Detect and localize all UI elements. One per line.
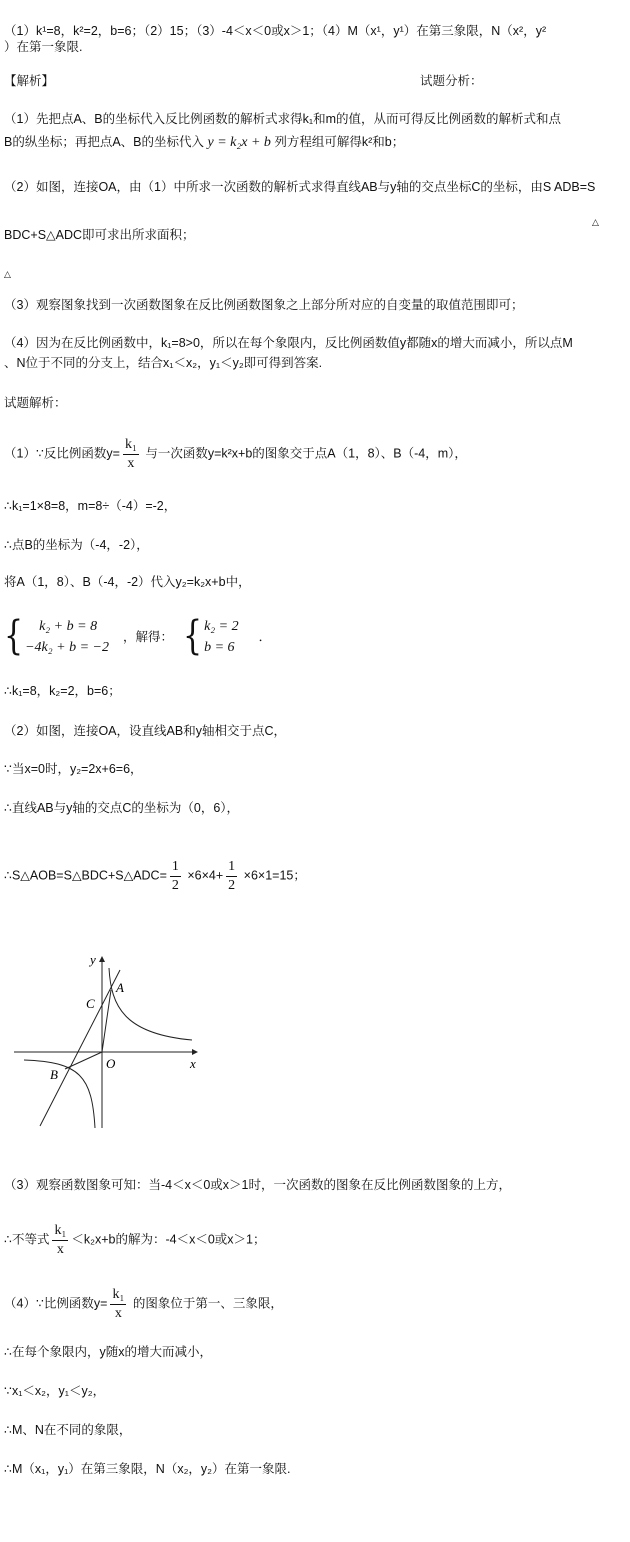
hyperbola-branch-q1 (109, 968, 192, 1040)
segment-ob (65, 1052, 102, 1069)
segment-oa (102, 990, 111, 1052)
analysis-p1-line2 (4, 132, 404, 154)
brace-left-1: { (4, 612, 24, 660)
solution-step-2: ∴k₁=1×8=8，m=8÷（-4）=-2， (4, 499, 177, 513)
p1-formula: y = k₂x + b (207, 135, 271, 150)
system-1 (25, 616, 109, 659)
half-fraction-2 (226, 858, 237, 894)
sys2-row2: b = 6 (204, 640, 235, 656)
s12-frac-num: k₁ (110, 1286, 126, 1305)
solution-heading: 试题解析： (4, 396, 67, 410)
solution-step-1 (4, 436, 467, 472)
label-o: O (106, 1056, 116, 1071)
answer-line-2: ）在第一象限. (4, 40, 83, 54)
label-b: B (50, 1067, 58, 1082)
s12-pre: （4）∵比例函数y= (4, 1296, 108, 1311)
analysis-p2-line2: BDC+S△ADC即可求出所求面积； (4, 228, 195, 242)
s11-frac-den: x (56, 1241, 64, 1257)
s11-frac-num: k₁ (52, 1222, 68, 1241)
triangle-mark-2: △ (4, 269, 11, 279)
function-graph-figure (12, 948, 208, 1134)
sys2-row1: k₂ = 2 (204, 618, 239, 634)
s1-frac-den: x (127, 455, 135, 471)
solution-step-10: （3）观察函数图象可知：当-4＜x＜0或x＞1时，一次函数的图象在反比例函数图象的上方， (4, 1178, 511, 1192)
sys-mid: ，解得： (122, 629, 173, 644)
s12-post: 的图象位于第一、三象限， (129, 1296, 283, 1311)
analysis-heading-right: 试题分析： (420, 74, 483, 88)
s9-pre: ∴S△AOB=S△BDC+S△ADC= (4, 868, 167, 883)
answer-line-1: （1）k¹=8，k²=2，b=6；（2）15；（3）-4＜x＜0或x＞1；（4）M（x¹，y¹）在第三象限，N（x²，y² (4, 24, 547, 38)
s9-mid: ×6×4+ (183, 868, 224, 883)
brace-left-2: { (182, 612, 203, 660)
half-num-2: 1 (226, 858, 237, 877)
line-ab (40, 970, 120, 1126)
analysis-p4-line1: （4）因为在反比例函数中，k₁=8>0，所以在每个象限内，反比例函数值y都随x的增大而减小，所以点M (4, 336, 573, 350)
solution-step-7: ∵当x=0时，y₂=2x+6=6， (4, 762, 143, 776)
solution-step-11 (4, 1222, 265, 1258)
p1-text-b: 列方程组可解得k²和b； (270, 135, 405, 149)
label-y: y (90, 952, 96, 967)
s12-frac-den: x (114, 1305, 122, 1321)
hyperbola-branch-q3 (24, 1060, 95, 1128)
solution-step-4: 将A（1，8）、B（-4，-2）代入y₂=k₂x+b中， (4, 575, 251, 589)
solution-step-13: ∴在每个象限内，y随x的增大而减小， (4, 1345, 212, 1359)
sys1-row1: k₂ + b = 8 (39, 618, 98, 634)
s1-pre: （1）∵反比例函数y= (4, 446, 120, 461)
solution-step-16: ∴M（x₁，y₁）在第三象限，N（x₂，y₂）在第一象限. (4, 1462, 291, 1476)
s9-post: ×6×1=15； (240, 868, 306, 883)
half-num-1: 1 (170, 858, 181, 877)
equation-system-row (4, 614, 271, 661)
analysis-p4-line2: 、N位于不同的分支上，结合x₁＜x₂，y₁＜y₂即可得到答案. (4, 356, 323, 370)
label-x: x (190, 1056, 196, 1071)
solution-step-3: ∴点B的坐标为（-4，-2）， (4, 538, 149, 552)
half-den-2: 2 (228, 877, 236, 893)
sys1-row2: −4k₂ + b = −2 (25, 640, 109, 656)
p1-text-a: B的纵坐标；再把点A、B的坐标代入 (4, 135, 208, 149)
half-fraction-1 (170, 858, 181, 894)
solution-step-8: ∴直线AB与y轴的交点C的坐标为（0，6）， (4, 801, 240, 815)
label-c: C (86, 996, 95, 1011)
solution-step-5: ∴k₁=8，k₂=2，b=6； (4, 684, 121, 698)
solution-step-15: ∴M、N在不同的象限， (4, 1423, 132, 1437)
s12-fraction (110, 1286, 126, 1322)
solution-step-9 (4, 858, 306, 894)
triangle-mark: △ (592, 217, 599, 227)
y-axis-arrow (99, 956, 105, 962)
x-axis-arrow (192, 1049, 198, 1055)
s11-fraction (52, 1222, 68, 1258)
s11-post: ＜k₂x+b的解为：-4＜x＜0或x＞1； (71, 1232, 266, 1247)
solution-step-12 (4, 1286, 283, 1322)
solution-step-14: ∵x₁＜x₂，y₁＜y₂， (4, 1384, 106, 1398)
analysis-heading: 【解析】 (4, 74, 55, 88)
system-2 (204, 616, 239, 659)
sys-end: ． (258, 629, 272, 644)
s11-pre: ∴不等式 (4, 1232, 50, 1247)
solution-step-6: （2）如图，连接OA，设直线AB和y轴相交于点C， (4, 724, 286, 738)
s1-frac-num: k₁ (123, 436, 139, 455)
label-a: A (116, 980, 124, 995)
s1-fraction (123, 436, 139, 472)
analysis-p1-line1: （1）先把点A、B的坐标代入反比例函数的解析式求得k₁和m的值，从而可得反比例函数的解析式和点 (4, 112, 562, 126)
analysis-p3: （3）观察图象找到一次函数图象在反比例函数图象之上部分所对应的自变量的取值范围即可； (4, 298, 524, 312)
half-den-1: 2 (171, 877, 179, 893)
analysis-p2-line1: （2）如图，连接OA，由（1）中所求一次函数的解析式求得直线AB与y轴的交点坐标C的坐标，由S ADB=S (4, 180, 596, 194)
s1-post: 与一次函数y=k²x+b的图象交于点A（1，8）、B（-4，m）， (141, 446, 467, 461)
